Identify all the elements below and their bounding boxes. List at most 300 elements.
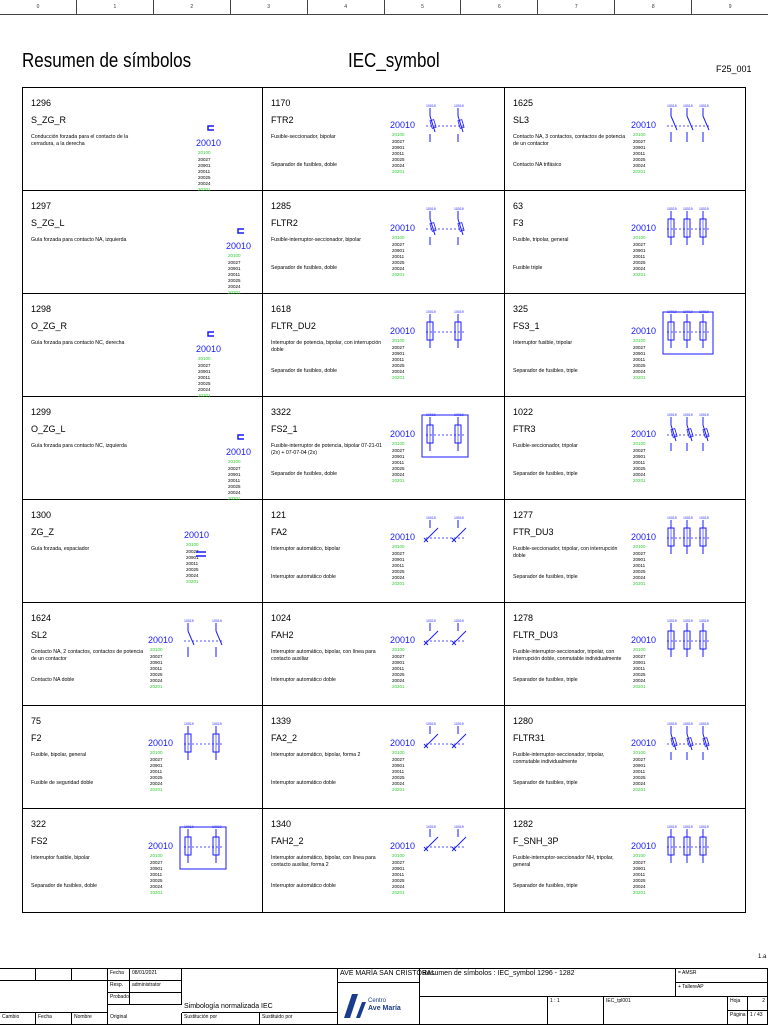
symbol-graphic (390, 504, 500, 600)
tb-scale: 1 : 1 (548, 997, 604, 1025)
symbol-name: F2 (31, 733, 42, 743)
code-item: 20025 (392, 672, 405, 677)
symbol-number: 1280 (513, 716, 534, 726)
code-item: 20027 (186, 549, 199, 554)
code-last: 20201 (392, 272, 405, 277)
pin-label: 10019 (454, 207, 464, 211)
code-item: 20901 (392, 763, 405, 768)
pin-label: 10019 (667, 207, 677, 211)
code-main: 20010 (390, 841, 416, 851)
code-item: 20027 (198, 363, 211, 368)
symbol-name: FA2_2 (271, 733, 298, 743)
code-item: 20901 (392, 351, 405, 356)
pin-label: 10019 (184, 722, 194, 726)
tb-nombre: Nombre (72, 1013, 108, 1025)
symbol-number: 1282 (513, 819, 534, 829)
code-item: 20025 (392, 878, 405, 883)
code-green: 20100 (633, 235, 646, 240)
code-green: 20100 (228, 253, 241, 258)
code-main: 20010 (631, 223, 657, 233)
symbol-variant: Interruptor automático doble (271, 677, 336, 683)
code-item: 20901 (633, 660, 646, 665)
symbol-number: 1298 (31, 304, 52, 314)
symbol-graphic (148, 401, 258, 501)
code-last: 20201 (150, 684, 163, 689)
symbol-cell (505, 88, 745, 191)
symbol-number: 1624 (31, 613, 52, 623)
pin-label: 10019 (667, 825, 677, 829)
symbol-variant: Separador de fusibles, doble (271, 368, 338, 374)
code-item: 20024 (633, 678, 646, 683)
pin-label: 10019 (667, 722, 677, 726)
code-last: 20201 (633, 581, 646, 586)
pin-label: 10019 (699, 310, 709, 314)
code-main: 20010 (226, 241, 252, 251)
symbol-graphic (631, 92, 741, 188)
code-item: 20024 (392, 369, 405, 374)
code-item: 20025 (150, 775, 163, 780)
symbol-variant: Contacto NA doble (31, 677, 75, 683)
pin-label: 10019 (667, 413, 677, 417)
symbol-description: Guía forzada para contacto NC, izquierda (31, 443, 127, 449)
pin-label: 10019 (426, 310, 436, 314)
code-green: 20100 (633, 338, 646, 343)
pin-label: 10019 (683, 825, 693, 829)
tb-blank (0, 969, 36, 981)
code-item: 20027 (633, 139, 646, 144)
symbol-graphic (390, 401, 500, 497)
code-item: 20024 (392, 163, 405, 168)
symbol-cell (505, 809, 745, 912)
symbol-description: Contacto NA, 2 contactos, contactos de potencia de un contactor (31, 649, 144, 662)
code-item: 20024 (392, 884, 405, 889)
code-item: 20901 (392, 145, 405, 150)
symbol-variant: Interruptor automático doble (271, 574, 336, 580)
pin-label: 10019 (683, 619, 693, 623)
code-item: 20024 (150, 781, 163, 786)
code-item: 20027 (150, 757, 163, 762)
code-item: 20901 (633, 866, 646, 871)
symbol-cell (505, 294, 745, 397)
symbol-name: F_SNH_3P (513, 836, 559, 846)
code-item: 20025 (633, 260, 646, 265)
symbol-graphic (631, 813, 741, 909)
code-item: 20901 (150, 866, 163, 871)
pin-label: 10019 (212, 825, 222, 829)
symbol-cell (263, 500, 505, 603)
page-code: F25_001 (716, 64, 752, 74)
code-item: 20027 (633, 345, 646, 350)
symbol-variant: Separador de fusibles, doble (271, 162, 338, 168)
code-main: 20010 (196, 138, 222, 148)
code-main: 20010 (390, 738, 416, 748)
contact-blade (687, 116, 693, 130)
pin-label: 10019 (184, 825, 194, 829)
code-item: 20027 (150, 860, 163, 865)
tb-document: Resumen de símbolos : IEC_symbol 1296 - 1282 (420, 969, 676, 997)
code-item: 20011 (392, 357, 405, 362)
code-last: 20201 (633, 890, 646, 895)
code-item: 20025 (392, 569, 405, 574)
symbol-graphic (631, 298, 741, 394)
code-item: 20027 (633, 654, 646, 659)
code-item: 20901 (150, 763, 163, 768)
code-item: 20024 (392, 266, 405, 271)
code-green: 20100 (392, 441, 405, 446)
symbol-graphic (390, 813, 500, 909)
code-item: 20025 (198, 381, 211, 386)
code-last: 20201 (198, 187, 211, 192)
pin-label: 10019 (683, 516, 693, 520)
pin-label: 10019 (667, 104, 677, 108)
symbol-cell (23, 88, 263, 191)
tb-fecha2: Fecha (36, 1013, 72, 1025)
symbol-description: Guía forzada, espaciador (31, 546, 90, 552)
code-main: 20010 (631, 326, 657, 336)
code-item: 20027 (392, 551, 405, 556)
code-item: 20025 (633, 878, 646, 883)
code-green: 20100 (392, 750, 405, 755)
code-green: 20100 (633, 750, 646, 755)
code-item: 20027 (392, 345, 405, 350)
symbol-variant: Fusible de seguridad doble (31, 780, 94, 786)
pin-label: 10019 (426, 722, 436, 726)
symbol-number: 322 (31, 819, 47, 829)
symbol-cell (263, 191, 505, 294)
tb-cambio: Cambio (0, 1013, 36, 1025)
pin-label: 10019 (212, 619, 222, 623)
symbol-description: Conducción forzada para el contacto de la cerradura, a la derecha (31, 134, 129, 147)
code-main: 20010 (196, 344, 222, 354)
symbol-description: Interruptor de potencia, bipolar, con interrupción doble (271, 340, 382, 353)
symbol-description: Fusible, tripolar, general (513, 237, 569, 243)
code-item: 20011 (198, 169, 211, 174)
tb-sust-por: Sustitución por (182, 1013, 260, 1025)
code-main: 20010 (390, 429, 416, 439)
code-green: 20100 (633, 132, 646, 137)
symbol-number: 1625 (513, 98, 534, 108)
symbol-description: Guía forzada para contacto NA, izquierda (31, 237, 127, 243)
code-last: 20201 (392, 478, 405, 483)
ruler-cell: 9 (728, 4, 732, 10)
code-item: 20024 (633, 266, 646, 271)
tb-blank (420, 997, 548, 1025)
code-item: 20025 (392, 157, 405, 162)
guide-symbol (238, 229, 244, 233)
symbol-graphic (631, 607, 741, 703)
symbol-number: 1278 (513, 613, 534, 623)
symbol-cell (505, 603, 745, 706)
symbol-number: 63 (513, 201, 524, 211)
tb-tag1: = AMSR (676, 969, 768, 983)
code-main: 20010 (148, 738, 174, 748)
symbol-cell (23, 706, 263, 809)
code-item: 20901 (633, 763, 646, 768)
code-green: 20100 (392, 853, 405, 858)
pin-label: 10019 (683, 104, 693, 108)
symbol-variant: Separador de fusibles, triple (513, 677, 578, 683)
code-item: 20024 (392, 678, 405, 683)
code-item: 20024 (633, 575, 646, 580)
logo-text-1: Centro (368, 998, 387, 1004)
code-green: 20100 (150, 853, 163, 858)
symbol-name: FTR3 (513, 424, 536, 434)
code-main: 20010 (184, 530, 210, 540)
tb-blank (36, 969, 72, 981)
pin-label: 10019 (667, 310, 677, 314)
code-main: 20010 (631, 738, 657, 748)
contact-blade (188, 631, 194, 645)
symbol-cell (263, 603, 505, 706)
tb-pagina-label: Página (728, 1011, 748, 1025)
code-last: 20201 (392, 169, 405, 174)
pin-label: 10019 (426, 207, 436, 211)
code-item: 20025 (633, 775, 646, 780)
symbol-graphic (631, 401, 741, 497)
symbol-description: Fusible-interruptor-seccionador, bipolar (271, 237, 361, 243)
code-green: 20100 (392, 235, 405, 240)
symbol-number: 1300 (31, 510, 52, 520)
code-item: 20011 (392, 769, 405, 774)
symbol-name: S_ZG_R (31, 115, 67, 125)
code-last: 20201 (198, 393, 211, 398)
column-ruler (0, 0, 768, 15)
tb-hoja: 2 (748, 997, 768, 1011)
symbol-grid (22, 87, 746, 913)
symbol-name: SL2 (31, 630, 48, 640)
symbol-graphic (148, 298, 258, 398)
code-item: 20024 (186, 573, 199, 578)
code-last: 20201 (228, 290, 241, 295)
pin-label: 10019 (454, 104, 464, 108)
pin-label: 10019 (683, 310, 693, 314)
code-item: 20024 (228, 490, 241, 495)
code-item: 20011 (150, 872, 163, 877)
pin-label: 10019 (426, 619, 436, 623)
symbol-graphic (148, 710, 258, 806)
symbol-name: FAH2_2 (271, 836, 304, 846)
symbol-cell (23, 500, 263, 603)
code-main: 20010 (226, 447, 252, 457)
symbol-description: Fusible-interruptor-seccionador NH, tripolar, general (513, 855, 614, 868)
pin-label: 10019 (454, 413, 464, 417)
tb-hoja-label: Hoja (728, 997, 748, 1011)
symbol-name: FS2 (31, 836, 48, 846)
symbol-number: 325 (513, 304, 529, 314)
symbol-number: 1277 (513, 510, 534, 520)
code-main: 20010 (390, 532, 416, 542)
pin-label: 10019 (683, 413, 693, 417)
ruler-cell: 6 (461, 0, 538, 14)
symbol-cell (23, 191, 263, 294)
code-item: 20025 (228, 278, 241, 283)
symbol-number: 3322 (271, 407, 292, 417)
code-green: 20100 (392, 544, 405, 549)
code-item: 20011 (633, 666, 646, 671)
code-main: 20010 (631, 429, 657, 439)
symbol-description: Fusible-seccionador, tripolar, con interrupción doble (513, 546, 618, 559)
symbol-cell (263, 809, 505, 912)
code-item: 20011 (392, 666, 405, 671)
symbol-name: FS3_1 (513, 321, 540, 331)
tb-probado (130, 993, 182, 1005)
code-item: 20024 (633, 781, 646, 786)
pin-label: 10019 (426, 413, 436, 417)
code-green: 20100 (392, 338, 405, 343)
symbol-name: FLTR_DU3 (513, 630, 558, 640)
page-subtitle: IEC_symbol (348, 50, 440, 72)
pin-label: 10019 (683, 722, 693, 726)
symbol-name: S_ZG_L (31, 218, 65, 228)
code-item: 20901 (633, 351, 646, 356)
code-item: 20025 (633, 672, 646, 677)
code-item: 20025 (198, 175, 211, 180)
code-last: 20201 (392, 375, 405, 380)
code-item: 20024 (633, 369, 646, 374)
code-item: 20024 (633, 472, 646, 477)
code-last: 20201 (633, 375, 646, 380)
code-item: 20901 (392, 248, 405, 253)
symbol-number: 121 (271, 510, 287, 520)
code-item: 20024 (633, 163, 646, 168)
symbol-name: FS2_1 (271, 424, 298, 434)
symbol-number: 1296 (31, 98, 52, 108)
code-item: 20024 (150, 678, 163, 683)
code-item: 20025 (392, 775, 405, 780)
code-item: 20011 (633, 872, 646, 877)
symbol-description: Interruptor automático, bipolar, con línea para contacto auxiliar (271, 649, 376, 662)
code-item: 20025 (633, 363, 646, 368)
symbol-graphic (631, 710, 741, 806)
symbol-variant: Separador de fusibles, triple (513, 368, 578, 374)
contact-blade (216, 631, 222, 645)
pin-label: 10019 (454, 516, 464, 520)
symbol-cell (23, 603, 263, 706)
code-item: 20011 (186, 561, 199, 566)
code-last: 20201 (150, 890, 163, 895)
code-green: 20100 (633, 647, 646, 652)
code-item: 20901 (633, 454, 646, 459)
ruler-cell: 8 (615, 0, 692, 14)
pin-label: 10019 (699, 104, 709, 108)
code-item: 20011 (392, 254, 405, 259)
symbol-graphic (390, 298, 500, 394)
symbol-name: FLTR_DU2 (271, 321, 316, 331)
symbol-number: 75 (31, 716, 42, 726)
code-item: 20027 (198, 157, 211, 162)
code-item: 20027 (633, 860, 646, 865)
contact-blade (671, 116, 677, 130)
code-item: 20011 (392, 151, 405, 156)
code-item: 20901 (392, 454, 405, 459)
code-last: 20201 (392, 890, 405, 895)
pin-label: 10019 (667, 619, 677, 623)
code-item: 20011 (633, 357, 646, 362)
symbol-cell (505, 191, 745, 294)
code-main: 20010 (631, 841, 657, 851)
tb-file: IEC_tpl001 (604, 997, 728, 1025)
symbol-cell (505, 706, 745, 809)
symbol-graphic (148, 607, 258, 703)
pin-label: 10019 (667, 516, 677, 520)
code-item: 20025 (228, 484, 241, 489)
code-item: 20901 (633, 557, 646, 562)
code-main: 20010 (390, 120, 416, 130)
code-green: 20100 (633, 544, 646, 549)
symbol-name: O_ZG_R (31, 321, 68, 331)
code-item: 20027 (392, 139, 405, 144)
tb-blank (0, 981, 108, 1013)
tb-probado-label: Probado (108, 993, 130, 1005)
symbol-name: FA2 (271, 527, 288, 537)
tb-resp-label: Resp. (108, 981, 130, 993)
symbol-description: Interruptor automático, bipolar (271, 546, 341, 552)
code-last: 20201 (633, 478, 646, 483)
code-item: 20901 (392, 660, 405, 665)
symbol-cell (263, 294, 505, 397)
code-last: 20201 (633, 787, 646, 792)
code-item: 20011 (228, 478, 241, 483)
guide-symbol (238, 435, 244, 439)
code-main: 20010 (390, 326, 416, 336)
company-logo (340, 988, 400, 1022)
pin-label: 10019 (699, 619, 709, 623)
symbol-number: 1170 (271, 98, 291, 108)
code-item: 20011 (198, 375, 211, 380)
code-last: 20201 (392, 684, 405, 689)
symbol-variant: Fusible triple (513, 265, 543, 271)
symbol-graphic (148, 813, 258, 909)
code-item: 20011 (392, 563, 405, 568)
symbol-variant: Separador de fusibles, triple (513, 780, 578, 786)
code-item: 20011 (633, 460, 646, 465)
symbol-graphic (631, 195, 741, 291)
ruler-cell: 0 (0, 0, 77, 14)
symbol-description: Guía forzada para contacto NC, derecha (31, 340, 125, 346)
symbol-name: SL3 (513, 115, 530, 125)
code-item: 20011 (392, 872, 405, 877)
pin-label: 10019 (426, 516, 436, 520)
code-item: 20901 (392, 866, 405, 871)
page-title: Resumen de símbolos (22, 50, 192, 72)
code-main: 20010 (631, 120, 657, 130)
code-green: 20100 (392, 647, 405, 652)
pin-label: 10019 (699, 207, 709, 211)
code-main: 20010 (390, 223, 416, 233)
symbol-description: Interruptor fusible, bipolar (31, 855, 90, 861)
code-green: 20100 (150, 647, 163, 652)
code-item: 20025 (633, 157, 646, 162)
ruler-cell: 5 (385, 0, 462, 14)
symbol-variant: Separador de fusibles, triple (513, 883, 578, 889)
symbol-cell (23, 809, 263, 912)
pin-label: 10019 (184, 619, 194, 623)
code-green: 20100 (150, 750, 163, 755)
symbol-description: Fusible-interruptor-seccionador, tripolar, con interrupción doble, conmutable individualmente (513, 649, 622, 662)
code-item: 20024 (198, 181, 211, 186)
code-last: 20201 (186, 579, 199, 584)
symbol-cell (23, 397, 263, 500)
code-last: 20201 (633, 169, 646, 174)
code-green: 20100 (186, 542, 199, 547)
symbol-number: 1285 (271, 201, 292, 211)
symbol-number: 1297 (31, 201, 52, 211)
code-item: 20901 (633, 248, 646, 253)
code-item: 20027 (392, 242, 405, 247)
pin-label: 10019 (426, 104, 436, 108)
code-item: 20025 (150, 878, 163, 883)
symbol-variant: Separador de fusibles, triple (513, 471, 578, 477)
